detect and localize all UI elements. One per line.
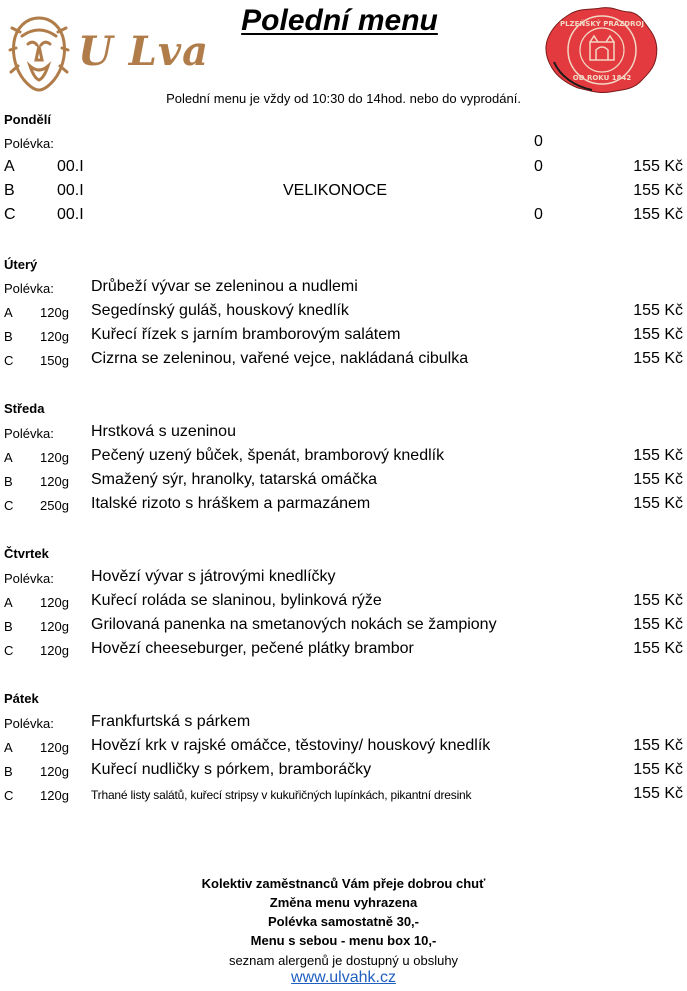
item-label: B bbox=[4, 182, 15, 199]
soup-label: Polévka: bbox=[4, 571, 54, 586]
day-heading: Úterý bbox=[4, 257, 38, 272]
item-weight: 150g bbox=[40, 353, 69, 368]
menu-item-row bbox=[0, 785, 687, 807]
item-extra: 0 bbox=[534, 158, 543, 175]
item-price: 155 Kč bbox=[633, 206, 683, 223]
footer-change-note: Změna menu vyhrazena bbox=[269, 895, 418, 910]
footer-allergen-note: seznam alergenů je dostupný u obsluhy bbox=[228, 953, 459, 968]
item-weight: 120g bbox=[40, 619, 69, 634]
item-weight: 120g bbox=[40, 329, 69, 344]
menu-item-row bbox=[0, 182, 687, 204]
soup-label: Polévka: bbox=[4, 136, 54, 151]
item-price: 155 Kč bbox=[633, 616, 683, 633]
logo-text: U Lva bbox=[78, 28, 210, 75]
footer-link-wrap bbox=[0, 969, 687, 987]
item-description: Pečený uzený bůček, špenát, bramborový knedlík bbox=[91, 447, 445, 464]
item-weight: 120g bbox=[40, 450, 69, 465]
soup-row bbox=[0, 133, 687, 155]
day-heading: Čtvrtek bbox=[4, 546, 49, 561]
item-price: 155 Kč bbox=[633, 737, 683, 754]
opening-hours-note: Polední menu je vždy od 10:30 do 14hod. nebo do vyprodání. bbox=[166, 91, 521, 106]
item-description: Cizrna se zeleninou, vařené vejce, nakládaná cibulka bbox=[91, 350, 469, 367]
soup-name: Hrstková s uzeninou bbox=[91, 423, 236, 440]
item-label: B bbox=[4, 474, 13, 489]
menu-item-row bbox=[0, 158, 687, 180]
item-weight: 120g bbox=[40, 740, 69, 755]
item-label: B bbox=[4, 764, 13, 779]
lion-logo-icon bbox=[8, 14, 70, 92]
item-price: 155 Kč bbox=[633, 182, 683, 199]
soup-name: Hovězí vývar s játrovými knedlíčky bbox=[91, 568, 336, 585]
item-price: 155 Kč bbox=[633, 592, 683, 609]
day-heading: Středa bbox=[4, 401, 45, 416]
item-description: Kuřecí nudličky s pórkem, bramboráčky bbox=[91, 761, 372, 778]
menu-item-row bbox=[0, 761, 687, 783]
soup-row bbox=[0, 568, 687, 590]
item-label: C bbox=[4, 788, 14, 803]
item-weight: 120g bbox=[40, 474, 69, 489]
item-price: 155 Kč bbox=[633, 302, 683, 319]
item-description: Hovězí cheeseburger, pečené plátky brambor bbox=[91, 640, 414, 657]
item-description: Hovězí krk v rajské omáčce, těstoviny/ houskový knedlík bbox=[91, 737, 491, 754]
menu-item-row bbox=[0, 495, 687, 517]
item-label: A bbox=[4, 450, 13, 465]
item-label: C bbox=[4, 353, 14, 368]
item-weight: 250g bbox=[40, 498, 69, 513]
menu-item-row bbox=[0, 592, 687, 614]
item-price: 155 Kč bbox=[633, 495, 683, 512]
item-price: 155 Kč bbox=[633, 640, 683, 657]
item-label: B bbox=[4, 619, 13, 634]
item-price: 155 Kč bbox=[633, 350, 683, 367]
item-label: B bbox=[4, 329, 13, 344]
soup-name: Drůbeží vývar se zeleninou a nudlemi bbox=[91, 278, 358, 295]
soup-row bbox=[0, 423, 687, 445]
item-price: 155 Kč bbox=[633, 447, 683, 464]
page-title: Polední menu bbox=[241, 4, 438, 37]
footer-soup-price: Polévka samostatně 30,- bbox=[267, 914, 420, 929]
item-price: 155 Kč bbox=[633, 761, 683, 778]
item-weight: 00.I bbox=[57, 206, 84, 223]
item-label: A bbox=[4, 740, 13, 755]
soup-label: Polévka: bbox=[4, 426, 54, 441]
menu-item-row bbox=[0, 640, 687, 662]
menu-item-row bbox=[0, 447, 687, 469]
item-weight: 120g bbox=[40, 643, 69, 658]
seal-text-top: PLZEŇSKÝ PRAZDROJ bbox=[559, 20, 645, 28]
item-description: Segedínský guláš, houskový knedlík bbox=[91, 302, 349, 319]
item-description: VELIKONOCE bbox=[283, 182, 388, 199]
menu-item-row bbox=[0, 206, 687, 228]
item-description: Kuřecí řízek s jarním bramborovým salátem bbox=[91, 326, 401, 343]
item-price: 155 Kč bbox=[633, 785, 683, 802]
item-description: Kuřecí roláda se slaninou, bylinková rýže bbox=[91, 592, 382, 609]
pilsner-seal-icon bbox=[540, 4, 662, 94]
menu-item-row bbox=[0, 326, 687, 348]
soup-label: Polévka: bbox=[4, 281, 54, 296]
footer-greeting: Kolektiv zaměstnanců Vám přeje dobrou chuť bbox=[201, 876, 486, 891]
menu-item-row bbox=[0, 616, 687, 638]
soup-label: Polévka: bbox=[4, 716, 54, 731]
seal-text-bottom: OD ROKU 1842 bbox=[572, 74, 632, 82]
item-price: 155 Kč bbox=[633, 158, 683, 175]
item-label: C bbox=[4, 643, 14, 658]
item-description: Grilovaná panenka na smetanových nokách se žampiony bbox=[91, 616, 497, 633]
item-description: Italské rizoto s hráškem a parmazánem bbox=[91, 495, 371, 512]
menu-item-row bbox=[0, 302, 687, 324]
soup-row bbox=[0, 713, 687, 735]
item-label: A bbox=[4, 305, 13, 320]
menu-item-row bbox=[0, 737, 687, 759]
menu-item-row bbox=[0, 471, 687, 493]
item-weight: 120g bbox=[40, 764, 69, 779]
day-heading: Pátek bbox=[4, 691, 39, 706]
item-description: Smažený sýr, hranolky, tatarská omáčka bbox=[91, 471, 378, 488]
soup-name: Frankfurtská s párkem bbox=[91, 713, 251, 730]
item-price: 155 Kč bbox=[633, 326, 683, 343]
item-label: C bbox=[4, 498, 14, 513]
item-weight: 120g bbox=[40, 305, 69, 320]
item-extra: 0 bbox=[534, 206, 543, 223]
item-weight: 120g bbox=[40, 788, 69, 803]
item-weight: 00.I bbox=[57, 158, 84, 175]
item-label: A bbox=[4, 595, 13, 610]
item-price: 155 Kč bbox=[633, 471, 683, 488]
day-heading: Pondělí bbox=[4, 112, 51, 127]
item-weight: 120g bbox=[40, 595, 69, 610]
item-label: A bbox=[4, 158, 15, 175]
item-weight: 00.I bbox=[57, 182, 84, 199]
footer-takeaway-note: Menu s sebou - menu box 10,- bbox=[250, 933, 437, 948]
menu-item-row bbox=[0, 350, 687, 372]
website-link[interactable]: www.ulvahk.cz bbox=[291, 969, 396, 986]
item-description: Trhané listy salátů, kuřecí stripsy v kukuřičných lupínkách, pikantní dresink bbox=[91, 788, 472, 802]
soup-extra: 0 bbox=[534, 133, 543, 150]
soup-row bbox=[0, 278, 687, 300]
item-label: C bbox=[4, 206, 16, 223]
